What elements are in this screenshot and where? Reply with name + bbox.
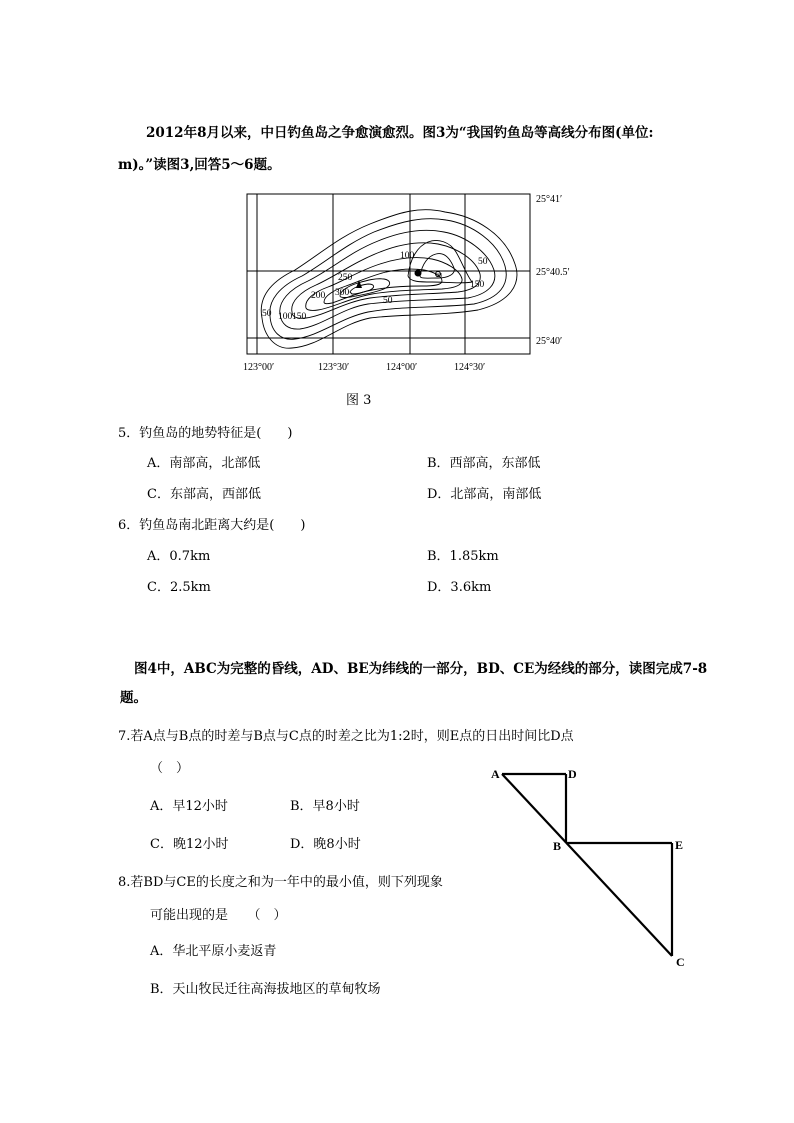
peak-marker (415, 270, 422, 277)
question-7-answer-paren: （ ） (150, 761, 190, 776)
point-label-d: D (568, 767, 577, 781)
question-6-option-c[interactable]: C．2.5km (147, 580, 211, 595)
longitude-label: 124°30′ (454, 362, 486, 373)
contour-label: 200 (311, 291, 326, 301)
question-8-stem: 8.若BD与CE的长度之和为一年中的最小值，则下列现象 (118, 875, 443, 890)
question-7-option-a[interactable]: A．早12小时 (150, 799, 228, 814)
question-5-option-b[interactable]: B．西部高，东部低 (427, 456, 541, 471)
latitude-label: 25°40′ (536, 336, 563, 347)
intro-line-1: 2012年8月以来，中日钓鱼岛之争愈演愈烈。图3为“我国钓鱼岛等高线分布图(单位: (146, 125, 654, 141)
question-8-stem-2: 可能出现的是 （ ） (150, 908, 287, 923)
intro-line-2: m)。”读图3,回答5～6题。 (118, 157, 281, 173)
map-grid (247, 194, 530, 354)
point-label-b: B (553, 839, 562, 853)
question-8-option-a[interactable]: A．华北平原小麦返青 (150, 944, 277, 959)
contour-map-figure (240, 186, 580, 376)
latitude-label: 25°40.5′ (536, 267, 570, 278)
intro-2-line-1: 图4中，ABC为完整的昏线，AD、BE为纬线的一部分，BD、CE为经线的部分，读图完成7-8 (134, 661, 708, 677)
question-7-option-d[interactable]: D．晚8小时 (290, 837, 361, 852)
question-6-option-d[interactable]: D．3.6km (427, 580, 492, 595)
contour-lines (261, 210, 517, 349)
contour-label: 50 (478, 257, 488, 267)
point-label-a: A (491, 767, 500, 781)
question-7-option-b[interactable]: B．早8小时 (290, 799, 360, 814)
contour-label: 100 (278, 312, 293, 322)
question-8-option-b[interactable]: B．天山牧民迁往高海拔地区的草甸牧场 (150, 982, 381, 997)
point-label-e: E (675, 838, 684, 852)
line-abc-terminator (502, 774, 672, 956)
longitude-label: 124°00′ (386, 362, 418, 373)
question-7-option-c[interactable]: C．晚12小时 (150, 837, 229, 852)
question-6-stem: 6．钓鱼岛南北距离大约是( ) (118, 518, 306, 533)
intro-2-line-2: 题。 (120, 690, 147, 706)
question-6-option-b[interactable]: B．1.85km (427, 549, 499, 564)
contour-label: 150 (470, 280, 485, 290)
contour-label: 100 (400, 251, 415, 261)
summit-marker (356, 280, 362, 288)
point-label-c: C (676, 955, 685, 969)
contour-label: 150 (292, 312, 307, 322)
question-5-stem: 5．钓鱼岛的地势特征是( ) (118, 426, 293, 441)
contour-label: 98 (436, 273, 442, 279)
terminator-diagram-figure (486, 764, 696, 974)
contour-label: 300 (335, 288, 350, 298)
question-5-option-a[interactable]: A．南部高，北部低 (147, 456, 261, 471)
longitude-label: 123°30′ (318, 362, 350, 373)
contour-label: 50 (383, 296, 393, 306)
question-5-option-c[interactable]: C．东部高，西部低 (147, 487, 261, 502)
question-7-stem: 7.若A点与B点的时差与B点与C点的时差之比为1:2时，则E点的日出时间比D点 (118, 729, 574, 744)
latitude-label: 25°41′ (536, 194, 563, 205)
question-5-option-d[interactable]: D．北部高，南部低 (427, 487, 542, 502)
contour-label: 50 (262, 309, 272, 319)
longitude-label: 123°00′ (243, 362, 275, 373)
contour-label: 250 (338, 273, 353, 283)
figure-3-caption: 图 3 (346, 393, 372, 408)
question-6-option-a[interactable]: A．0.7km (147, 549, 211, 564)
